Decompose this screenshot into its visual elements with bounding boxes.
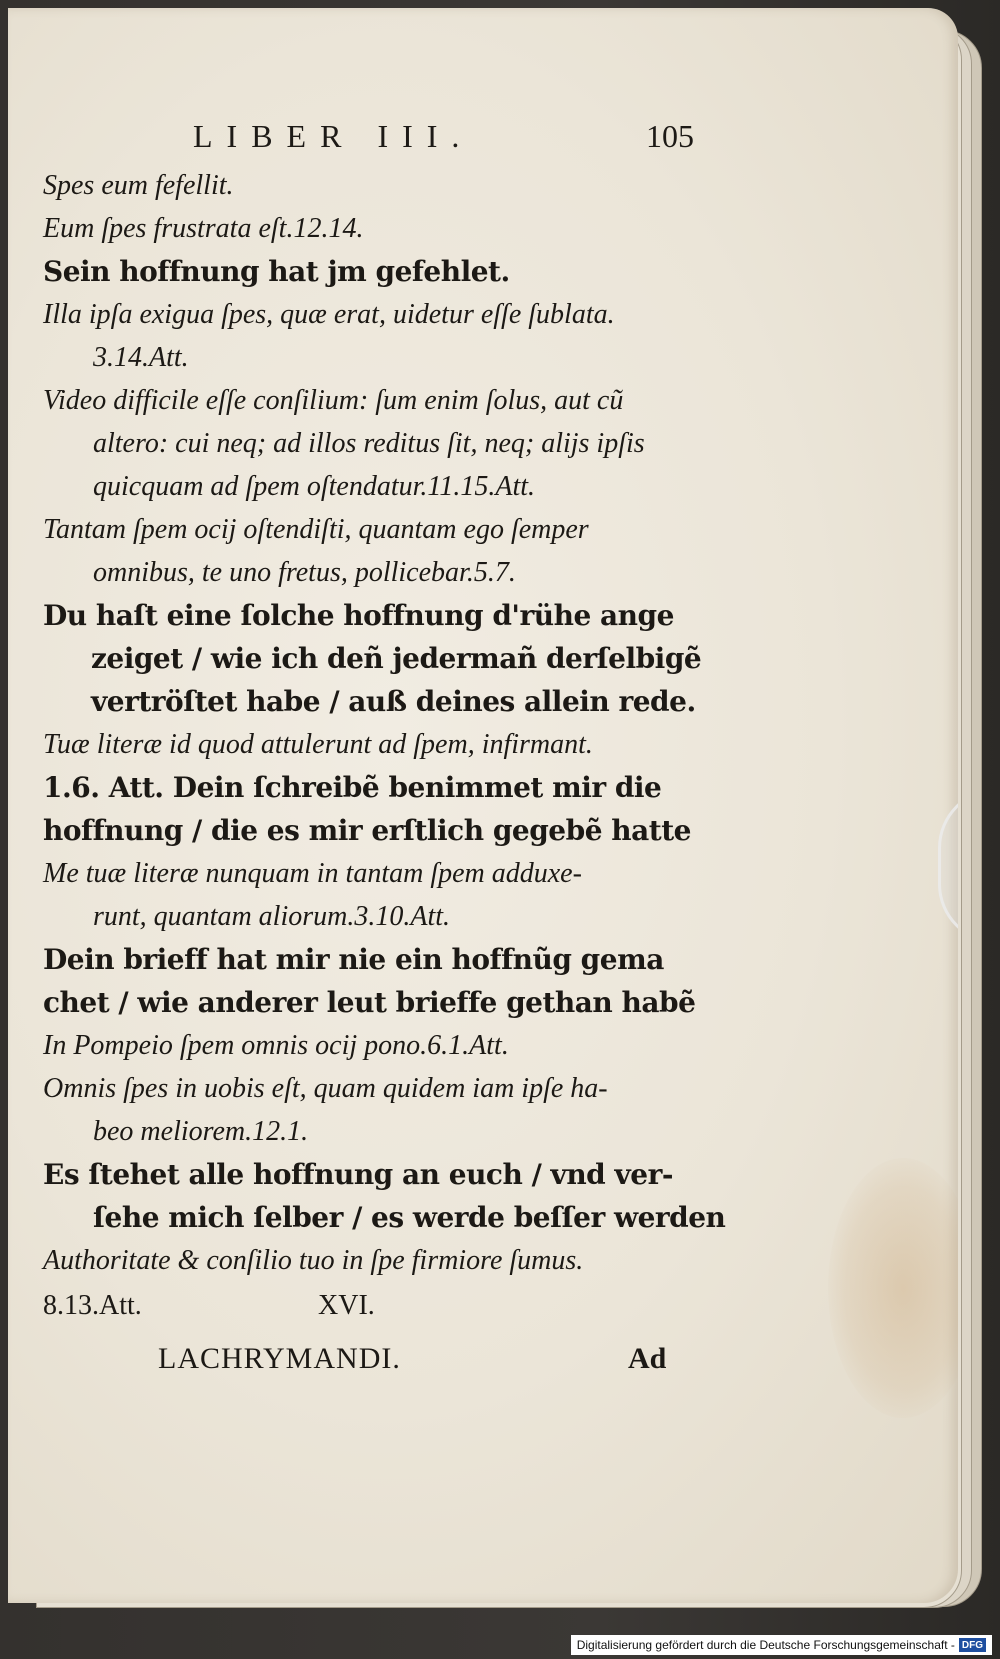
page-number: 105 — [646, 118, 694, 154]
text-line: Dein brieff hat mir nie ein hoffnũg gema — [43, 943, 664, 976]
footer-reference: 8.13.Att. — [43, 1290, 142, 1321]
text-line: In Pompeio ſpem omnis ocij pono.6.1.Att. — [43, 1030, 509, 1061]
section-number: XVI. — [318, 1290, 375, 1321]
page-clip — [938, 788, 958, 944]
text-line: vertröſtet habe / auß deines allein rede. — [91, 685, 696, 718]
text-line: Tantam ſpem ocij oſtendiſti, quantam ego ſemper — [43, 514, 589, 545]
text-block — [43, 118, 726, 1392]
text-line: Es ſtehet alle hoffnung an euch / vnd ver- — [43, 1158, 673, 1191]
text-line: runt, quantam aliorum.3.10.Att. — [93, 901, 451, 932]
text-line: omnibus, te uno fretus, pollicebar.5.7. — [93, 557, 516, 588]
text-line: altero: cui neq; ad illos reditus ſit, neq; alijs ipſis — [93, 428, 645, 459]
text-line: Illa ipſa exigua ſpes, quæ erat, uidetur eſſe ſublata. — [43, 299, 615, 330]
text-line: 1.6. Att. Dein ſchreibẽ benimmet mir die — [43, 771, 662, 804]
catch-row — [43, 1342, 723, 1392]
section-heading: LACHRYMANDI. — [158, 1342, 401, 1375]
text-line: hoffnung / die es mir erſtlich gegebẽ hatte — [43, 814, 691, 847]
text-line: beo meliorem.12.1. — [93, 1116, 309, 1147]
text-line: Sein hoffnung hat jm gefehlet. — [43, 255, 510, 288]
digitization-credit — [571, 1635, 992, 1655]
running-head — [43, 118, 723, 160]
text-line: Authoritate & conſilio tuo in ſpe firmiore ſumus. — [43, 1245, 584, 1276]
text-line: Du haſt eine ſolche hoffnung d'rühe ange — [43, 599, 674, 632]
text-line: quicquam ad ſpem oſtendatur.11.15.Att. — [93, 471, 535, 502]
text-line: Eum ſpes frustrata eſt.12.14. — [43, 213, 364, 244]
text-line: ſehe mich ſelber / es werde beſſer werden — [93, 1201, 726, 1234]
text-line: 3.14.Att. — [93, 342, 189, 373]
water-stain — [828, 1158, 958, 1418]
footer-row — [43, 1290, 723, 1338]
text-line: zeiget / wie ich deñ jedermañ derſelbigẽ — [91, 642, 702, 675]
text-line: Tuæ literæ id quod attulerunt ad ſpem, infirmant. — [43, 729, 593, 760]
text-line: Me tuæ literæ nunquam in tantam ſpem adduxe- — [43, 858, 582, 889]
credit-text: Digitalisierung gefördert durch die Deutsche Forschungsgemeinschaft - — [576, 1638, 955, 1652]
dfg-logo-icon: DFG — [959, 1638, 986, 1652]
running-title: LIBER III. — [193, 118, 474, 154]
book-page — [8, 8, 958, 1603]
text-line: Video difficile eſſe conſilium: ſum enim ſolus, aut cũ — [43, 385, 624, 416]
catchword: Ad — [628, 1342, 667, 1375]
text-lines — [43, 164, 726, 1282]
text-line: Omnis ſpes in uobis eſt, quam quidem iam ipſe ha- — [43, 1073, 608, 1104]
text-line: chet / wie anderer leut brieffe gethan habẽ — [43, 986, 696, 1019]
text-line: Spes eum fefellit. — [43, 170, 234, 201]
